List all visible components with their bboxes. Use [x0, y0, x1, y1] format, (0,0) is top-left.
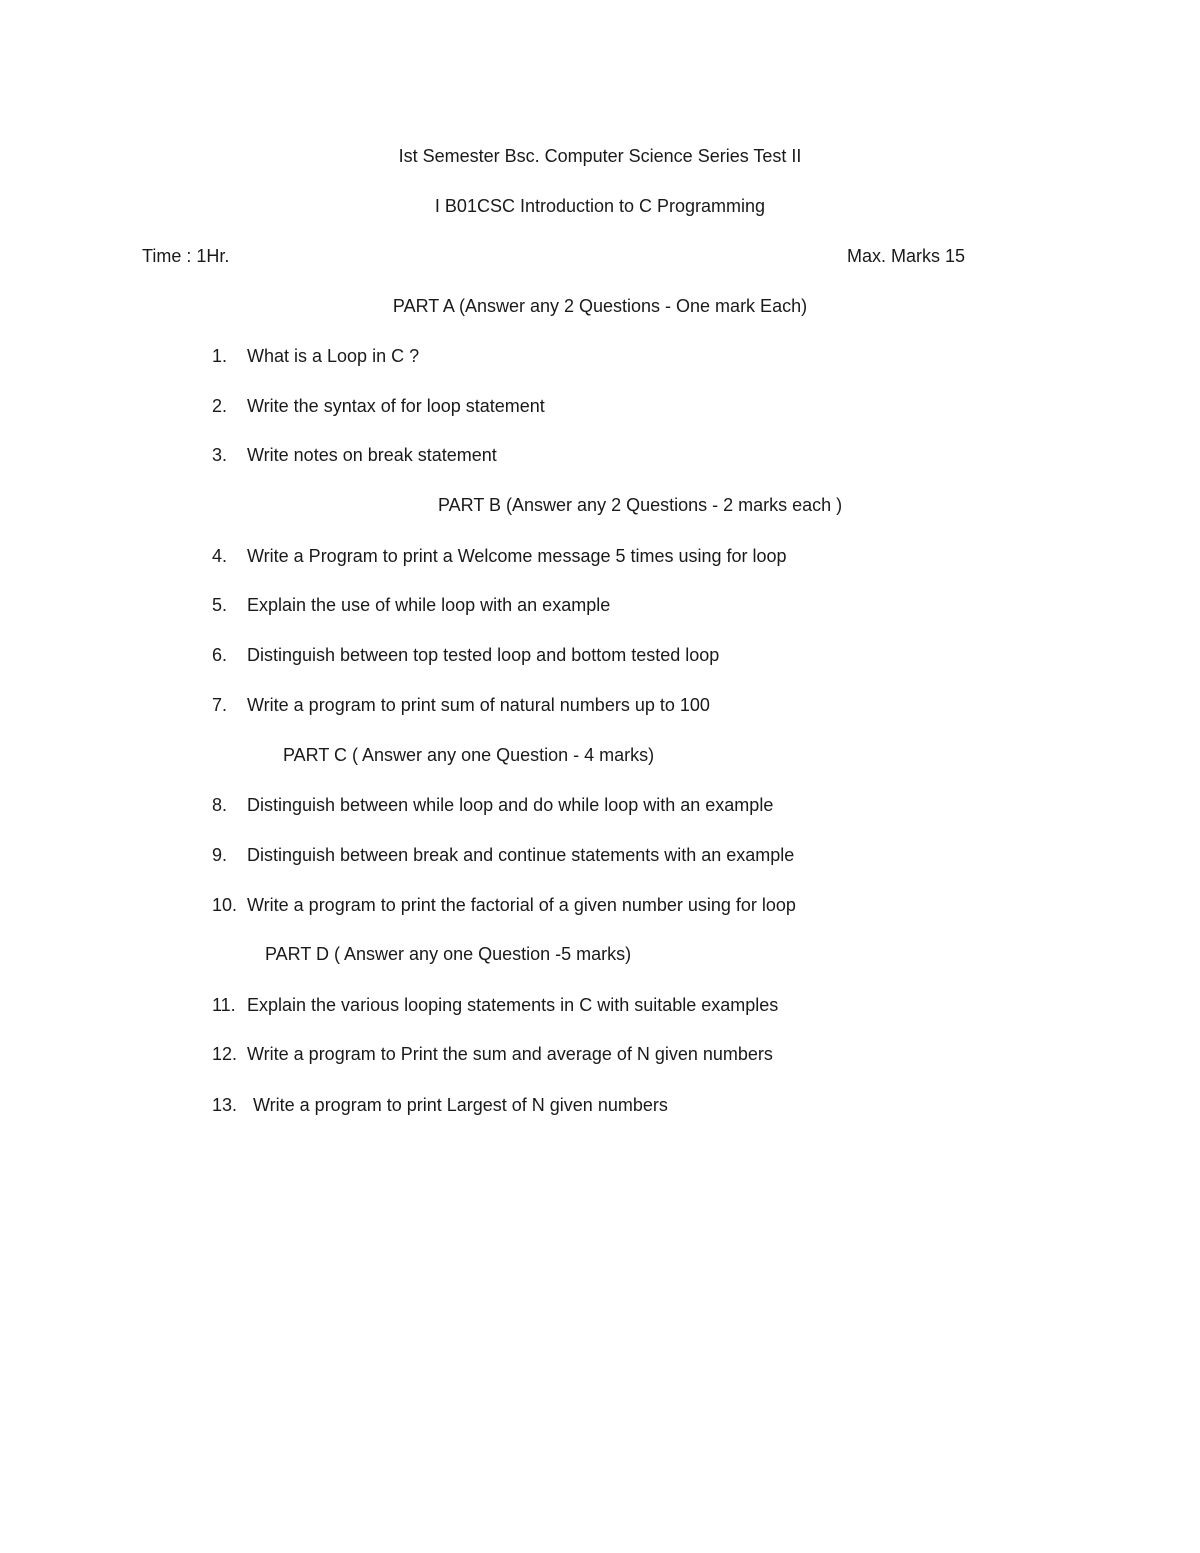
question-text: Write the syntax of for loop statement	[247, 396, 545, 416]
question-number: 11.	[212, 995, 236, 1015]
question-number: 5.	[212, 595, 228, 615]
part-b-heading: PART B (Answer any 2 Questions - 2 marks each )	[438, 495, 843, 515]
exam-title: Ist Semester Bsc. Computer Science Series Test II	[398, 146, 802, 166]
course-title: I B01CSC Introduction to C Programming	[434, 196, 766, 216]
question-number: 3.	[212, 445, 228, 465]
question-text: Write a program to print sum of natural numbers up to 100	[247, 695, 710, 715]
question-text: Write notes on break statement	[247, 445, 497, 465]
question-text: Write a Program to print a Welcome message 5 times using for loop	[247, 546, 787, 566]
question-number: 13.	[212, 1095, 238, 1115]
question-number: 12.	[212, 1044, 238, 1064]
part-a-heading: PART A (Answer any 2 Questions - One mark Each)	[392, 296, 808, 316]
question-number: 10.	[212, 895, 238, 915]
part-c-heading: PART C ( Answer any one Question - 4 marks)	[283, 745, 655, 765]
question-number: 2.	[212, 396, 228, 416]
question-number: 9.	[212, 845, 228, 865]
question-number: 6.	[212, 645, 228, 665]
part-d-heading: PART D ( Answer any one Question -5 marks)	[265, 944, 632, 964]
question-text: Write a program to print the factorial of a given number using for loop	[247, 895, 796, 915]
max-marks-label: Max. Marks 15	[847, 246, 966, 266]
question-number: 7.	[212, 695, 228, 715]
time-label: Time : 1Hr.	[142, 246, 230, 266]
question-text: Distinguish between break and continue statements with an example	[247, 845, 795, 865]
question-text: Write a program to print Largest of N given numbers	[253, 1095, 668, 1115]
question-text: What is a Loop in C ?	[247, 346, 420, 366]
question-number: 8.	[212, 795, 228, 815]
question-text: Explain the use of while loop with an example	[247, 595, 611, 615]
question-text: Write a program to Print the sum and average of N given numbers	[247, 1044, 773, 1064]
question-text: Distinguish between top tested loop and bottom tested loop	[247, 645, 720, 665]
question-text: Explain the various looping statements in C with suitable examples	[247, 995, 779, 1015]
question-text: Distinguish between while loop and do while loop with an example	[247, 795, 774, 815]
question-number: 4.	[212, 546, 228, 566]
question-number: 1.	[212, 346, 228, 366]
